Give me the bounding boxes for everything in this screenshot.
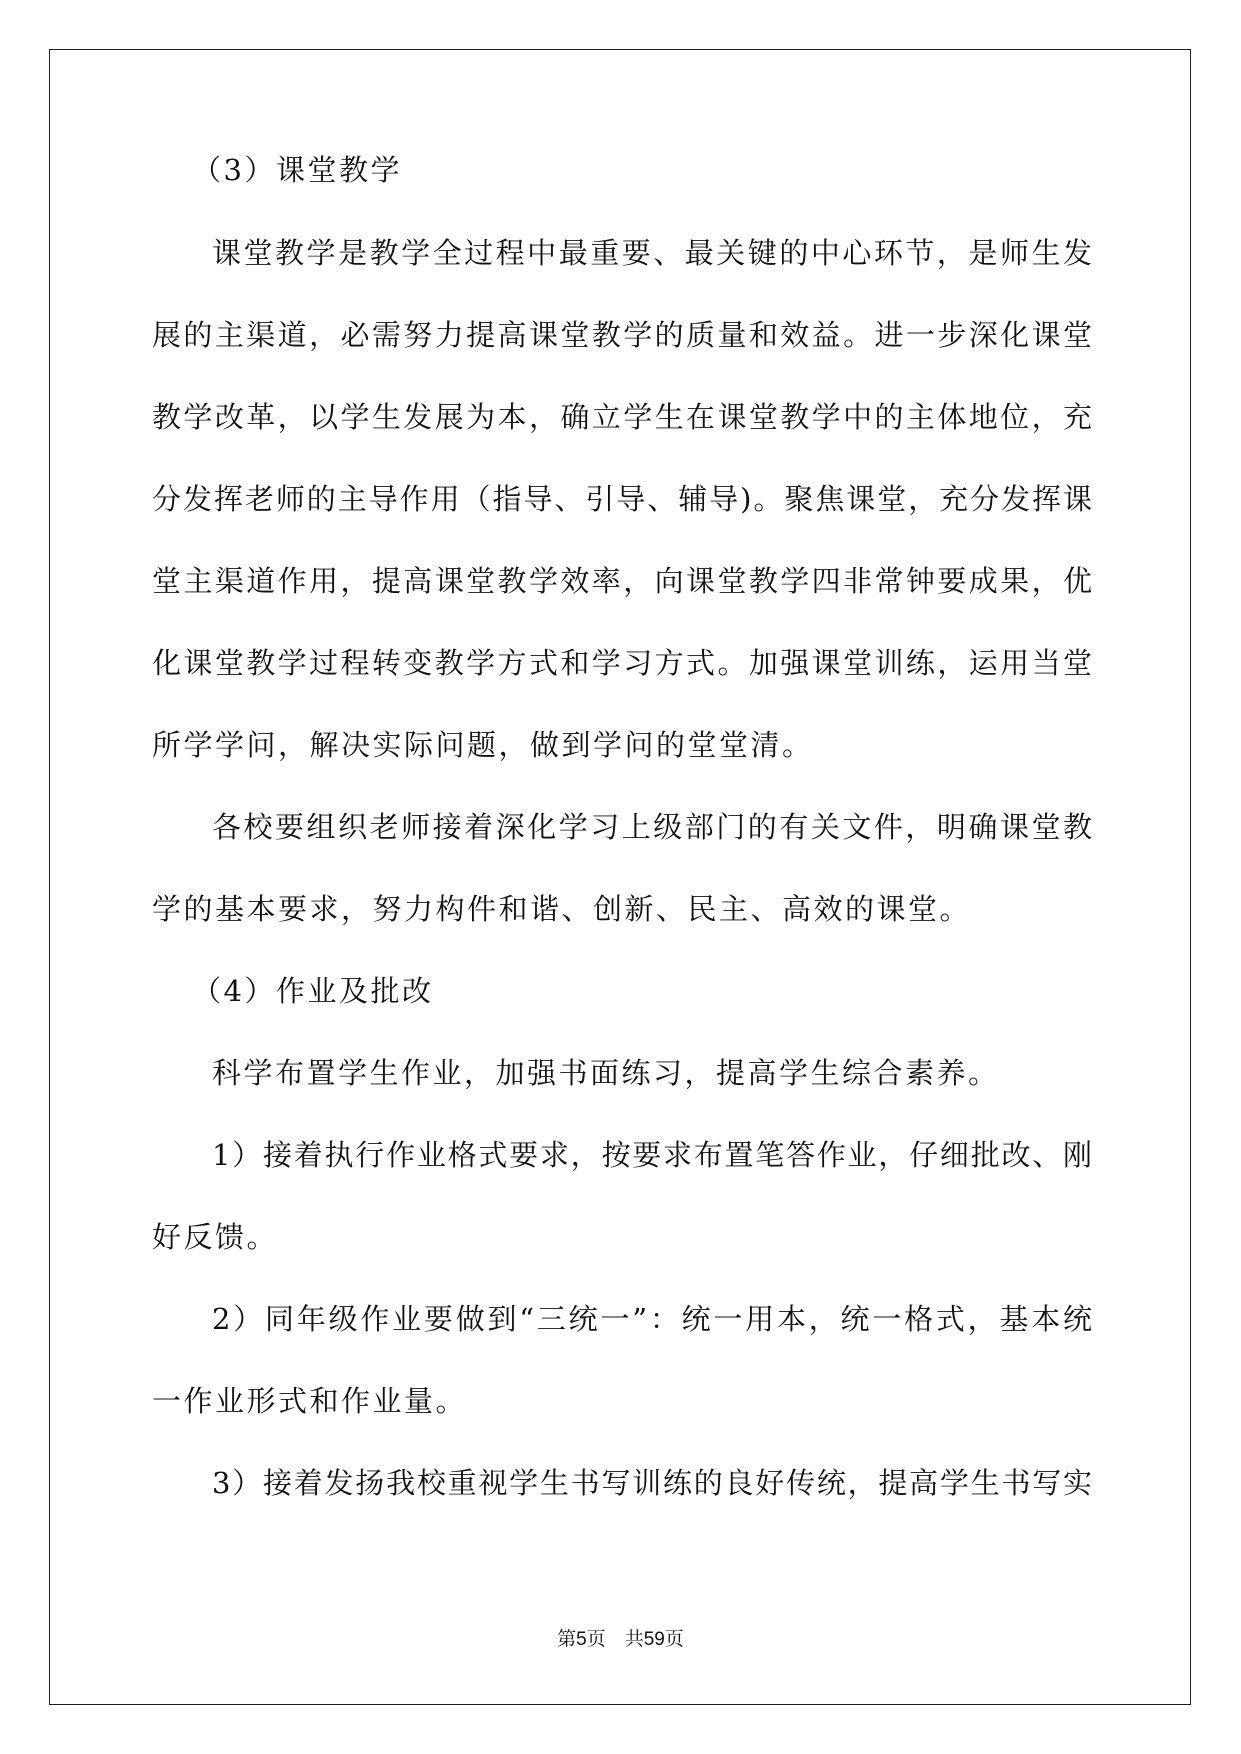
page-border xyxy=(49,49,1191,1705)
text-line: 教学改革，以学生发展为本，确立学生在课堂教学中的主体地位，充 xyxy=(152,400,1092,434)
text-line: 化课堂教学过程转变教学方式和学习方式。加强课堂训练，运用当堂 xyxy=(152,646,1092,680)
text-line: 课堂教学是教学全过程中最重要、最关键的中心环节，是师生发 xyxy=(212,236,1092,270)
text-line: 1）接着执行作业格式要求，按要求布置笔答作业，仔细批改、刚 xyxy=(212,1138,1092,1172)
text-line: 科学布置学生作业，加强书面练习，提高学生综合素养。 xyxy=(212,1056,1000,1090)
text-line: 好反馈。 xyxy=(152,1220,279,1254)
text-line: 各校要组织老师接着深化学习上级部门的有关文件，明确课堂教 xyxy=(212,810,1092,844)
text-line: 一作业形式和作业量。 xyxy=(152,1384,468,1418)
text-line: （4）作业及批改 xyxy=(192,974,434,1008)
footer-suffix: 页 xyxy=(664,1629,684,1650)
footer-prefix: 第 xyxy=(557,1629,577,1650)
text-line: 展的主渠道，必需努力提高课堂教学的质量和效益。进一步深化课堂 xyxy=(152,318,1092,352)
text-line: 3）接着发扬我校重视学生书写训练的良好传统，提高学生书写实 xyxy=(212,1466,1092,1500)
text-line: 学的基本要求，努力构件和谐、创新、民主、高效的课堂。 xyxy=(152,892,972,926)
page-footer xyxy=(0,1624,1241,1651)
text-line: 2）同年级作业要做到“三统一”：统一用本，统一格式，基本统 xyxy=(212,1302,1092,1336)
footer-mid: 页 共 xyxy=(586,1629,644,1650)
text-line: 所学学问，解决实际问题，做到学问的堂堂清。 xyxy=(152,728,814,762)
text-line: 分发挥老师的主导作用（指导、引导、辅导)。聚焦课堂，充分发挥课 xyxy=(152,482,1092,516)
text-line: （3）课堂教学 xyxy=(192,153,402,187)
text-line: 堂主渠道作用，提高课堂教学效率，向课堂教学四非常钟要成果，优 xyxy=(152,564,1092,598)
footer-total-pages: 59 xyxy=(643,1629,665,1650)
footer-page-number: 5 xyxy=(576,1629,587,1650)
